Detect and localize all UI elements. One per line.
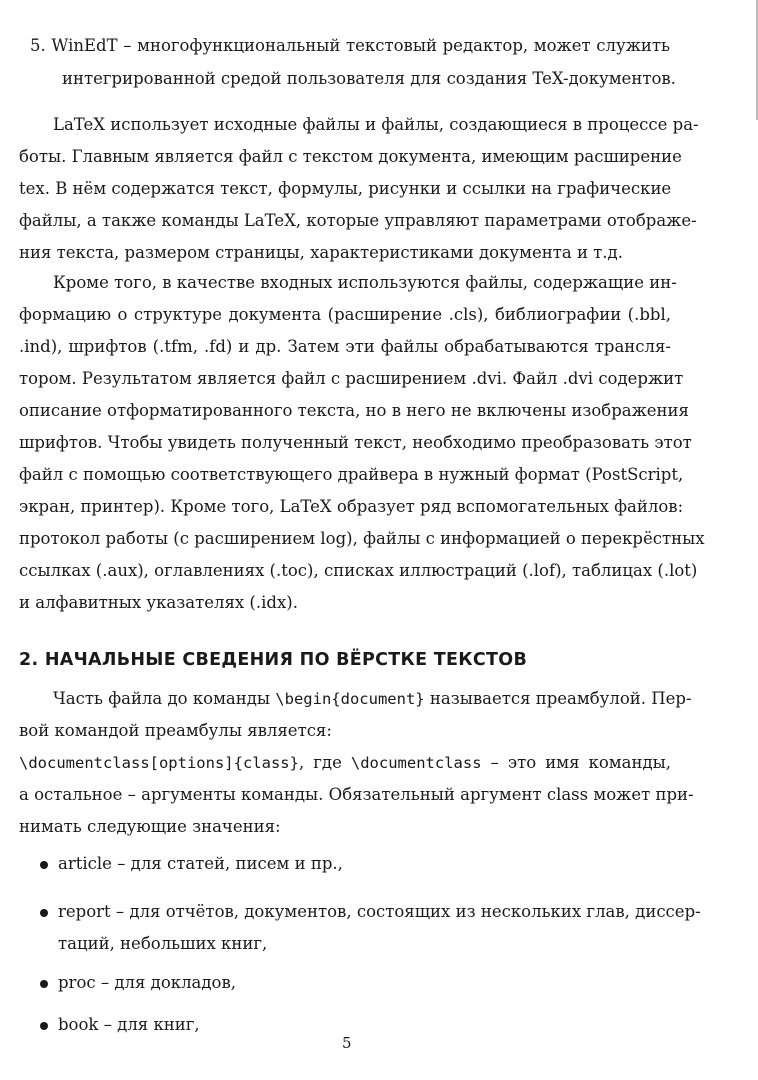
bullet-icon (40, 980, 48, 988)
para1-line4: файлы, а также команды LaTeX, которые управляют параметрами отображе- (19, 211, 697, 230)
section-line3-code1: \documentclass[options]{class} (19, 754, 299, 772)
para2-line8: экран, принтер). Кроме того, LaTeX образует ряд вспомогательных файлов: (19, 497, 684, 516)
para2-line3: .ind), шрифтов (.tfm, .fd) и др. Затем эти файлы обрабатываются трансля- (19, 337, 671, 356)
para2-line4: тором. Результатом является файл с расширением .dvi. Файл .dvi содержит (19, 369, 684, 388)
para2-line6: шрифтов. Чтобы увидеть полученный текст, необходимо преобразовать этот (19, 433, 692, 452)
para2-line2: формацию о структуре документа (расширение .cls), библиографии (.bbl, (19, 305, 671, 324)
section-line3 (19, 752, 671, 774)
section-line1-text-b: называется преамбулой. Пер- (424, 689, 692, 708)
para2-line10: ссылках (.aux), оглавлениях (.toc), списках иллюстраций (.lof), таблицах (.lot) (19, 561, 698, 580)
list-item-book: book – для книг, (58, 1015, 200, 1034)
section-line4: а остальное – аргументы команды. Обязательный аргумент class может при- (19, 785, 694, 804)
para2-line5: описание отформатированного текста, но в него не включены изображения (19, 401, 689, 420)
section-line1-text-a: Часть файла до команды (53, 689, 276, 708)
para1-line3: tex. В нём содержатся текст, формулы, рисунки и ссылки на графические (19, 179, 672, 198)
bullet-icon (40, 909, 48, 917)
list-item-report-line1: report – для отчётов, документов, состоящих из нескольких глав, диссер- (58, 902, 701, 921)
section-line5: нимать следующие значения: (19, 817, 281, 836)
list-item-report-line2: таций, небольших книг, (58, 934, 268, 953)
list-item-article: article – для статей, писем и пр., (58, 854, 343, 873)
para1-line1: LaTeX использует исходные файлы и файлы, создающиеся в процессе ра- (53, 115, 699, 134)
bullet-icon (40, 861, 48, 869)
para2-line9: протокол работы (с расширением log), файлы с информацией о перекрёстных (19, 529, 705, 548)
section-line1 (53, 688, 692, 710)
section-line1-code: \begin{document} (275, 690, 425, 708)
section-line3-text-b: – это имя команды, (481, 753, 671, 772)
para1-line5: ния текста, размером страницы, характеристиками документа и т.д. (19, 243, 623, 262)
section-line3-text-a: , где (298, 753, 351, 772)
item5-line1: 5. WinEdT – многофункциональный текстовый редактор, может служить (30, 36, 670, 55)
section-line3-code2: \documentclass (350, 754, 482, 772)
para2-line7: файл с помощью соответствующего драйвера в нужный формат (PostScript, (19, 465, 684, 484)
list-item-proc: proc – для докладов, (58, 973, 237, 992)
page-number: 5 (342, 1034, 352, 1052)
bullet-icon (40, 1022, 48, 1030)
para2-line1: Кроме того, в качестве входных используются файлы, содержащие ин- (53, 273, 677, 292)
section-line2: вой командой преамбулы является: (19, 721, 332, 740)
para1-line2: боты. Главным является файл с текстом документа, имеющим расширение (19, 147, 682, 166)
item5-line2: интегрированной средой пользователя для создания TeX-документов. (62, 69, 676, 88)
section-heading: 2. НАЧАЛЬНЫЕ СВЕДЕНИЯ ПО ВЁРСТКЕ ТЕКСТОВ (19, 650, 528, 670)
para2-line11: и алфавитных указателях (.idx). (19, 593, 298, 612)
